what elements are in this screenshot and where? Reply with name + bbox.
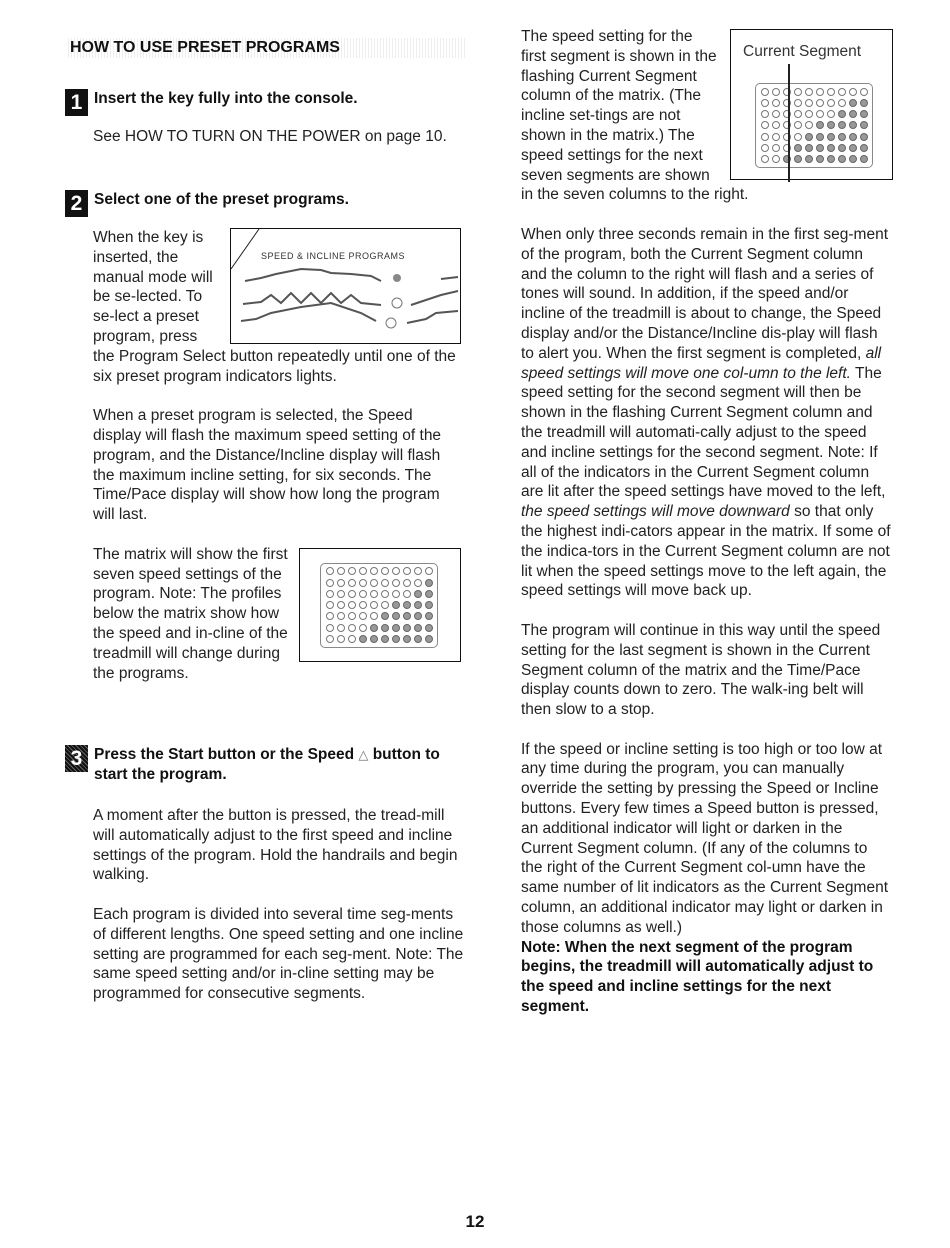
matrix-indicator	[838, 99, 846, 107]
matrix-indicator	[805, 121, 813, 129]
matrix-indicator-lit	[392, 601, 400, 609]
paragraph: When only three seconds remain in the first seg-ment of the program, both the Current Segment column and the column to the right will flash and a series of tones will sound. In addition, if the speed and/or incline of the treadmill is about to change, the Speed display and/or the Distance/Incline dis-play will flash to alert you. When the first segment is completed, all speed settings will move one col-umn to the left. The speed setting for the second segment will then be shown in the flashing Current Segment column and the treadmill will automati-cally adjust to the speed and incline settings for the second segment. Note: If all of the indicators in the Current Segment column are lit after the speed settings have moved to the left, the speed settings will move downward so that only the highest indi-cators appear in the matrix. If some of the indica-tors in the Current Segment column are not lit when the speed settings move to the left again, the speed settings will move back up.	[521, 225, 891, 600]
note-paragraph: Note: When the next segment of the program begins, the treadmill will automatically adjust to the speed and incline settings for the next segment.	[521, 938, 874, 1016]
matrix-indicator-lit	[838, 110, 846, 118]
matrix-indicator-lit	[392, 624, 400, 632]
matrix-indicator-lit	[425, 624, 433, 632]
matrix-indicator	[337, 601, 345, 609]
matrix-indicator-lit	[403, 624, 411, 632]
matrix-indicator-lit	[849, 121, 857, 129]
matrix-indicator	[761, 144, 769, 152]
matrix-indicator	[381, 601, 389, 609]
matrix-indicator	[761, 155, 769, 163]
paragraph: Each program is divided into several time seg-ments of different lengths. One speed setting and one incline setting are programmed for each seg-ment. Note: The same speed setting and/or in-cline setting may be programmed for consecutive segments.	[93, 905, 464, 1003]
matrix-indicator	[337, 590, 345, 598]
matrix-indicator	[359, 590, 367, 598]
section-title: HOW TO USE PRESET PROGRAMS	[68, 38, 466, 58]
matrix-indicator-lit	[414, 601, 422, 609]
matrix-indicator	[805, 88, 813, 96]
matrix-indicator-lit	[838, 133, 846, 141]
matrix-indicator	[772, 133, 780, 141]
matrix-indicator	[761, 99, 769, 107]
step-heading: Select one of the preset programs.	[94, 191, 349, 208]
matrix-indicator-lit	[414, 624, 422, 632]
matrix-indicator	[370, 612, 378, 620]
matrix-indicator	[827, 110, 835, 118]
matrix-indicator-lit	[403, 601, 411, 609]
matrix-indicator	[849, 88, 857, 96]
matrix-indicator	[772, 144, 780, 152]
matrix-indicator	[816, 88, 824, 96]
matrix-indicator-lit	[359, 635, 367, 643]
matrix-indicator-lit	[381, 635, 389, 643]
figure-label: SPEED & INCLINE PROGRAMS	[261, 251, 406, 261]
matrix-indicator-lit	[381, 612, 389, 620]
matrix-figure	[299, 548, 461, 662]
matrix-indicator-lit	[827, 121, 835, 129]
step-heading: Insert the key fully into the console.	[94, 90, 358, 107]
matrix-indicator-lit	[414, 590, 422, 598]
matrix-indicator-lit	[392, 635, 400, 643]
matrix-indicator-lit	[849, 110, 857, 118]
matrix-indicator-lit	[794, 144, 802, 152]
matrix-indicator	[326, 567, 334, 575]
matrix-indicator-lit	[425, 590, 433, 598]
matrix-indicator	[403, 590, 411, 598]
led-matrix	[755, 83, 873, 168]
matrix-indicator	[860, 88, 868, 96]
matrix-indicator	[326, 635, 334, 643]
matrix-indicator-lit	[425, 601, 433, 609]
matrix-indicator	[326, 590, 334, 598]
matrix-indicator	[326, 624, 334, 632]
matrix-indicator	[761, 121, 769, 129]
matrix-indicator	[392, 579, 400, 587]
matrix-indicator	[761, 88, 769, 96]
matrix-indicator-lit	[860, 133, 868, 141]
step-1-body	[93, 127, 465, 147]
matrix-indicator	[838, 88, 846, 96]
matrix-indicator-lit	[827, 155, 835, 163]
matrix-indicator-lit	[805, 144, 813, 152]
matrix-indicator-lit	[403, 635, 411, 643]
paragraph: The program will continue in this way until the speed setting for the last segment is shown in the Current Segment column of the matrix and the Time/Pace display counts down to zero. The walk-ing belt will then slow to a stop.	[521, 621, 881, 719]
figure-label: Current Segment	[743, 43, 862, 60]
matrix-indicator	[772, 88, 780, 96]
program-profiles-illustration	[231, 229, 459, 342]
matrix-indicator-lit	[816, 133, 824, 141]
matrix-indicator	[425, 567, 433, 575]
matrix-indicator	[348, 579, 356, 587]
matrix-indicator	[348, 601, 356, 609]
matrix-indicator	[326, 612, 334, 620]
matrix-indicator	[761, 133, 769, 141]
matrix-indicator-lit	[849, 133, 857, 141]
matrix-indicator	[392, 567, 400, 575]
matrix-indicator	[772, 99, 780, 107]
matrix-indicator	[348, 635, 356, 643]
matrix-indicator	[337, 635, 345, 643]
paragraph: If the speed or incline setting is too high or too low at any time during the program, you can manually override the setting by pressing the Speed or Incline buttons. Every few times a Speed button is pressed, an additional indicator will light or darken in the Current Segment column. (If any of the columns to the right of the Current Segment col-umn have the same number of lit indicators as the Current Segment column, an additional indicator may light or darken in those columns as well.)	[521, 740, 889, 936]
matrix-indicator-lit	[425, 579, 433, 587]
page-number: 12	[465, 1212, 485, 1231]
matrix-indicator	[326, 579, 334, 587]
matrix-indicator	[348, 567, 356, 575]
matrix-indicator-lit	[403, 612, 411, 620]
matrix-indicator-lit	[860, 110, 868, 118]
matrix-indicator-lit	[827, 144, 835, 152]
matrix-indicator-lit	[827, 133, 835, 141]
matrix-indicator-lit	[392, 612, 400, 620]
matrix-indicator-lit	[370, 635, 378, 643]
matrix-indicator-lit	[425, 635, 433, 643]
step-number: 1	[65, 89, 88, 116]
matrix-indicator-lit	[816, 144, 824, 152]
paragraph: The matrix will show the first seven speed settings of the program. Note: The profiles below the matrix show how the speed and in-cline of the treadmill will change during the programs.	[93, 545, 288, 682]
matrix-indicator-lit	[414, 612, 422, 620]
matrix-indicator	[359, 567, 367, 575]
step-2-body	[93, 228, 465, 683]
matrix-indicator-lit	[838, 121, 846, 129]
matrix-indicator-lit	[849, 99, 857, 107]
current-segment-figure	[730, 29, 893, 180]
matrix-indicator	[370, 590, 378, 598]
matrix-indicator	[414, 579, 422, 587]
matrix-indicator	[348, 624, 356, 632]
matrix-indicator-lit	[860, 121, 868, 129]
paragraph: See HOW TO TURN ON THE POWER on page 10.	[93, 128, 447, 145]
matrix-indicator	[772, 110, 780, 118]
current-segment-pointer	[788, 64, 790, 182]
matrix-indicator	[337, 579, 345, 587]
matrix-indicator-lit	[838, 155, 846, 163]
matrix-indicator	[816, 110, 824, 118]
matrix-indicator	[794, 99, 802, 107]
matrix-indicator	[381, 579, 389, 587]
speed-incline-programs-figure	[230, 228, 461, 344]
matrix-indicator	[337, 567, 345, 575]
matrix-indicator-lit	[860, 144, 868, 152]
matrix-indicator-lit	[849, 144, 857, 152]
matrix-indicator	[414, 567, 422, 575]
matrix-indicator	[403, 579, 411, 587]
step-number: 3	[65, 745, 88, 772]
matrix-indicator-lit	[805, 155, 813, 163]
matrix-indicator-lit	[816, 121, 824, 129]
matrix-indicator-lit	[425, 612, 433, 620]
step-3-body	[93, 806, 465, 1004]
step-number: 2	[65, 190, 88, 217]
matrix-indicator	[359, 624, 367, 632]
matrix-indicator	[794, 88, 802, 96]
matrix-indicator	[359, 601, 367, 609]
matrix-indicator	[827, 88, 835, 96]
matrix-indicator	[761, 110, 769, 118]
matrix-indicator-lit	[381, 624, 389, 632]
matrix-indicator	[348, 612, 356, 620]
matrix-indicator	[805, 99, 813, 107]
paragraph: A moment after the button is pressed, the tread-mill will automatically adjust to the first speed and incline settings of the program. Hold the handrails and begin walking.	[93, 807, 458, 884]
matrix-indicator	[359, 612, 367, 620]
matrix-indicator-lit	[794, 155, 802, 163]
matrix-indicator	[827, 99, 835, 107]
matrix-indicator	[381, 590, 389, 598]
matrix-indicator	[381, 567, 389, 575]
matrix-indicator	[794, 121, 802, 129]
matrix-indicator-lit	[860, 99, 868, 107]
matrix-indicator	[816, 99, 824, 107]
matrix-indicator-lit	[838, 144, 846, 152]
matrix-indicator-lit	[860, 155, 868, 163]
matrix-indicator	[370, 601, 378, 609]
matrix-indicator-lit	[414, 635, 422, 643]
matrix-indicator	[392, 590, 400, 598]
matrix-indicator	[794, 133, 802, 141]
matrix-indicator	[326, 601, 334, 609]
right-column	[521, 27, 893, 1017]
matrix-indicator	[370, 579, 378, 587]
paragraph: When the key is inserted, the manual mode will be se-lected. To se-lect a preset program, press the Program Select button repeatedly until one of the six preset program indicators lights.	[93, 229, 456, 385]
matrix-indicator	[794, 110, 802, 118]
matrix-indicator	[772, 121, 780, 129]
matrix-indicator-lit	[370, 624, 378, 632]
led-matrix	[320, 563, 438, 648]
matrix-indicator-lit	[816, 155, 824, 163]
matrix-indicator	[772, 155, 780, 163]
matrix-indicator	[403, 567, 411, 575]
matrix-indicator	[348, 590, 356, 598]
matrix-indicator	[337, 624, 345, 632]
matrix-indicator	[805, 110, 813, 118]
paragraph: When a preset program is selected, the Speed display will flash the maximum speed setting of the program, and the Distance/Incline display will flash the maximum incline setting, for six seconds. The Time/Pace display will show how long the program will last.	[93, 407, 442, 524]
paragraph: The speed setting for the first segment is shown in the flashing Current Segment column of the matrix. (The incline set-tings are not shown in the matrix.) The speed settings for the next seven segments are shown in the seven columns to the right.	[521, 28, 749, 204]
matrix-indicator	[370, 567, 378, 575]
step-heading: Press the Start button or the Speed △ button to start the program.	[94, 746, 440, 783]
matrix-indicator	[337, 612, 345, 620]
matrix-indicator-lit	[805, 133, 813, 141]
matrix-indicator	[359, 579, 367, 587]
matrix-indicator-lit	[849, 155, 857, 163]
speed-up-triangle-icon: △	[358, 747, 369, 762]
